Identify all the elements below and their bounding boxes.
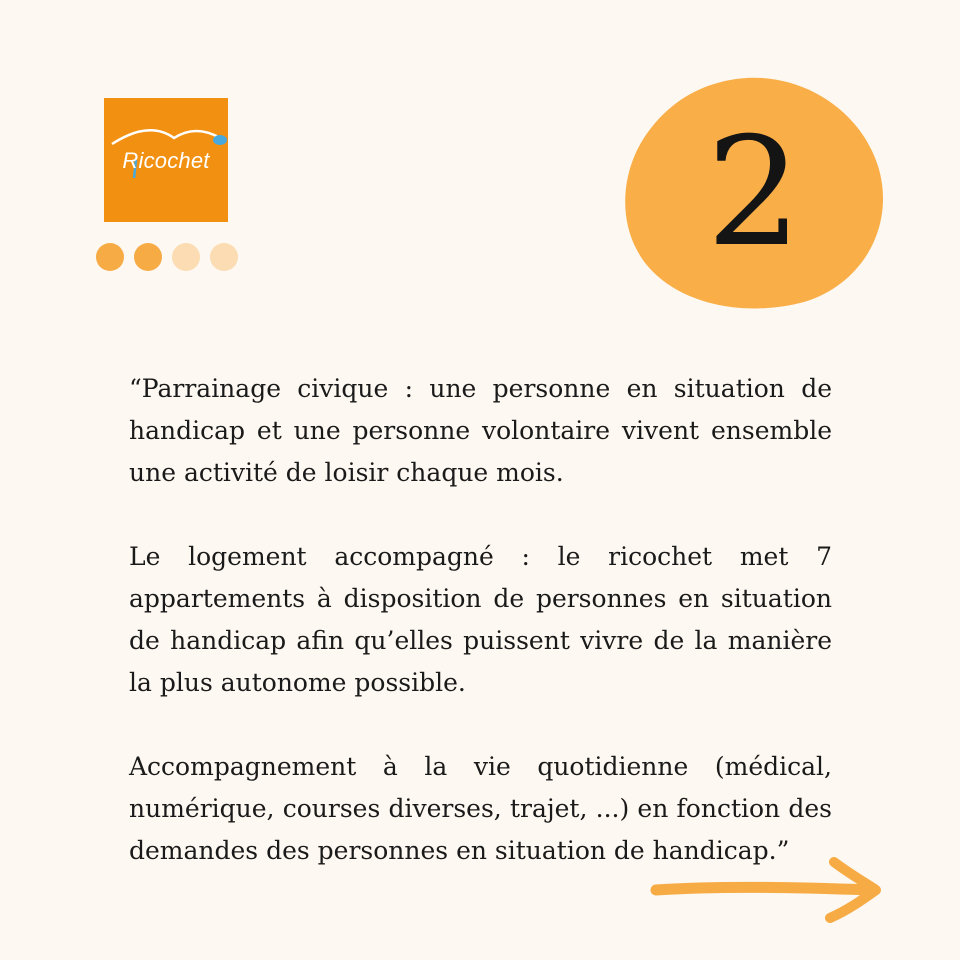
pagination-dots: [96, 243, 238, 271]
content-body: [129, 368, 832, 872]
pagination-dot-2[interactable]: [134, 243, 162, 271]
ricochet-logo: [104, 98, 228, 222]
pagination-dot-3[interactable]: [172, 243, 200, 271]
paragraph-parrainage: “Parrainage civique : une personne en situation de handicap et une personne volontaire vivent ensemble une activité de loisir chaque mois.: [129, 374, 832, 487]
pagination-dot-1[interactable]: [96, 243, 124, 271]
pagination-dot-4[interactable]: [210, 243, 238, 271]
paragraph-logement: Le logement accompagné : le ricochet met 7 appartements à disposition de personnes en situation de handicap afin qu’elles puissent vivre de la manière la plus autonome possible.: [129, 542, 832, 697]
slide-number: 2: [706, 106, 802, 280]
logo-text: Ricochet: [122, 148, 210, 173]
paragraph-accompagnement: Accompagnement à la vie quotidienne (médical, numérique, courses diverses, trajet, ...) en fonction des demandes des personnes en situation de handicap.”: [129, 752, 832, 865]
arrow-right-icon[interactable]: [648, 854, 888, 926]
